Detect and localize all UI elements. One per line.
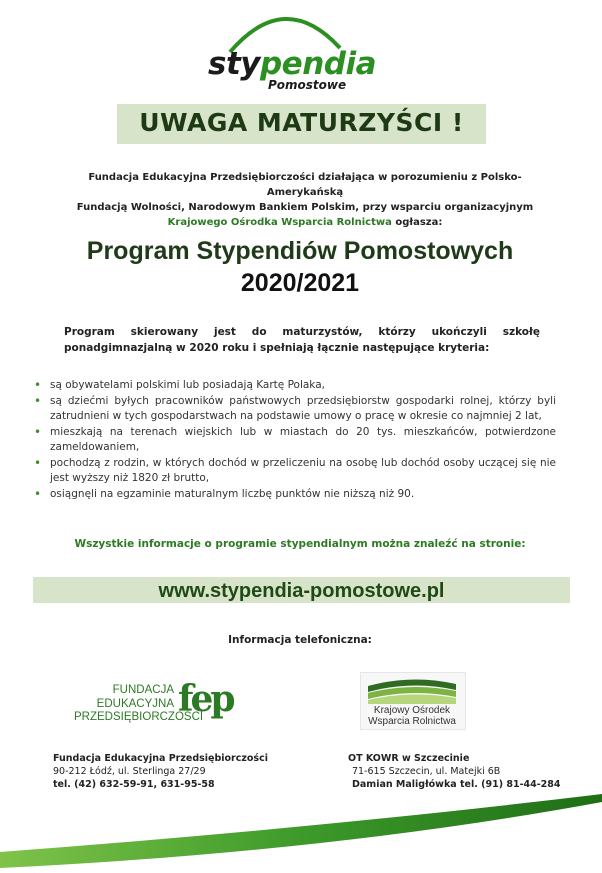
contact-fep-address: 90-212 Łódź, ul. Sterlinga 27/29 — [53, 766, 206, 777]
criteria-item: • są obywatelami polskimi lub posiadają Kartę Polaka, — [50, 378, 556, 394]
logo-subtitle: Pomostowe — [268, 78, 347, 92]
green-wave-decoration-icon — [0, 790, 602, 873]
fep-logo-text — [74, 684, 204, 725]
contact-fep-phone: tel. (42) 632-59-91, 631-95-58 — [53, 779, 215, 790]
kowr-logo-fields-icon — [368, 676, 456, 704]
info-line: Wszystkie informacje o programie stypendialnym można znaleźć na stronie: — [74, 538, 526, 550]
fep-line-3: PRZEDSIĘBIORCZOŚCI — [74, 711, 204, 723]
program-year: 2020/2021 — [240, 269, 360, 297]
logo-word-green: pendia — [259, 46, 377, 82]
intro-line-2: Fundacją Wolności, Narodowym Bankiem Polskim, przy wsparciu organizacyjnym — [76, 202, 534, 213]
program-title: Program Stypendiów Pomostowych — [86, 237, 514, 265]
lead-paragraph: Program skierowany jest do maturzystów, którzy ukończyli szkołę ponadgimnazjalną w 2020 roku i spełniają łącznie następujące kryteria: — [64, 326, 540, 354]
fep-logo-icon: fep — [178, 678, 233, 720]
contact-kowr-name: OT KOWR w Szczecinie — [348, 753, 470, 764]
intro-line-3 — [70, 215, 540, 230]
intro-line-1: Fundacja Edukacyjna Przedsiębiorczości działająca w porozumieniu z Polsko-Amerykańską — [88, 172, 522, 198]
contact-fep — [53, 752, 313, 791]
intro-paragraph — [70, 170, 540, 230]
intro-line-3-tail: ogłasza: — [391, 217, 443, 228]
fep-line-2: EDUKACYJNA — [96, 697, 174, 710]
kowr-name: Krajowego Ośrodka Wsparcia Rolnictwa — [167, 217, 392, 228]
kowr-logo-text — [360, 705, 464, 727]
phone-heading: Informacja telefoniczna: — [228, 634, 372, 646]
criteria-item: • mieszkają na terenach wiejskich lub w miastach do 20 tys. mieszkańców, potwierdzone zameldowaniem, — [50, 425, 556, 456]
contact-kowr-address: 71-615 Szczecin, ul. Matejki 6B — [352, 766, 501, 777]
contact-fep-name: Fundacja Edukacyjna Przedsiębiorczości — [53, 753, 268, 764]
headline: UWAGA MATURZYŚCI ! — [139, 108, 464, 137]
fep-line-1: FUNDACJA — [112, 684, 174, 696]
criteria-item: • są dziećmi byłych pracowników państwowych przedsiębiorstw gospodarki rolnej, którzy byli zatrudnieni w tych gospodarstwach na podstawie umowy o pracę w okresie co najmniej 2 lat, — [50, 394, 556, 425]
contact-kowr — [348, 752, 588, 791]
kowr-line-2: Wsparcia Rolnictwa — [368, 716, 456, 727]
criteria-list — [30, 378, 556, 502]
logo-wordmark — [208, 46, 376, 82]
kowr-line-1: Krajowy Ośrodek — [373, 705, 451, 716]
criteria-item: • pochodzą z rodzin, w których dochód w przeliczeniu na osobę lub dochód osoby uczącej się nie jest wyższy niż 1820 zł brutto, — [50, 456, 556, 487]
website-link[interactable]: www.stypendia-pomostowe.pl — [158, 580, 445, 602]
criteria-item: • osiągnęli na egzaminie maturalnym liczbę punktów nie niższą niż 90. — [50, 487, 556, 503]
contact-kowr-phone: Damian Maligłówka tel. (91) 81-44-284 — [352, 779, 561, 790]
logo-word-dark: sty — [208, 46, 260, 82]
